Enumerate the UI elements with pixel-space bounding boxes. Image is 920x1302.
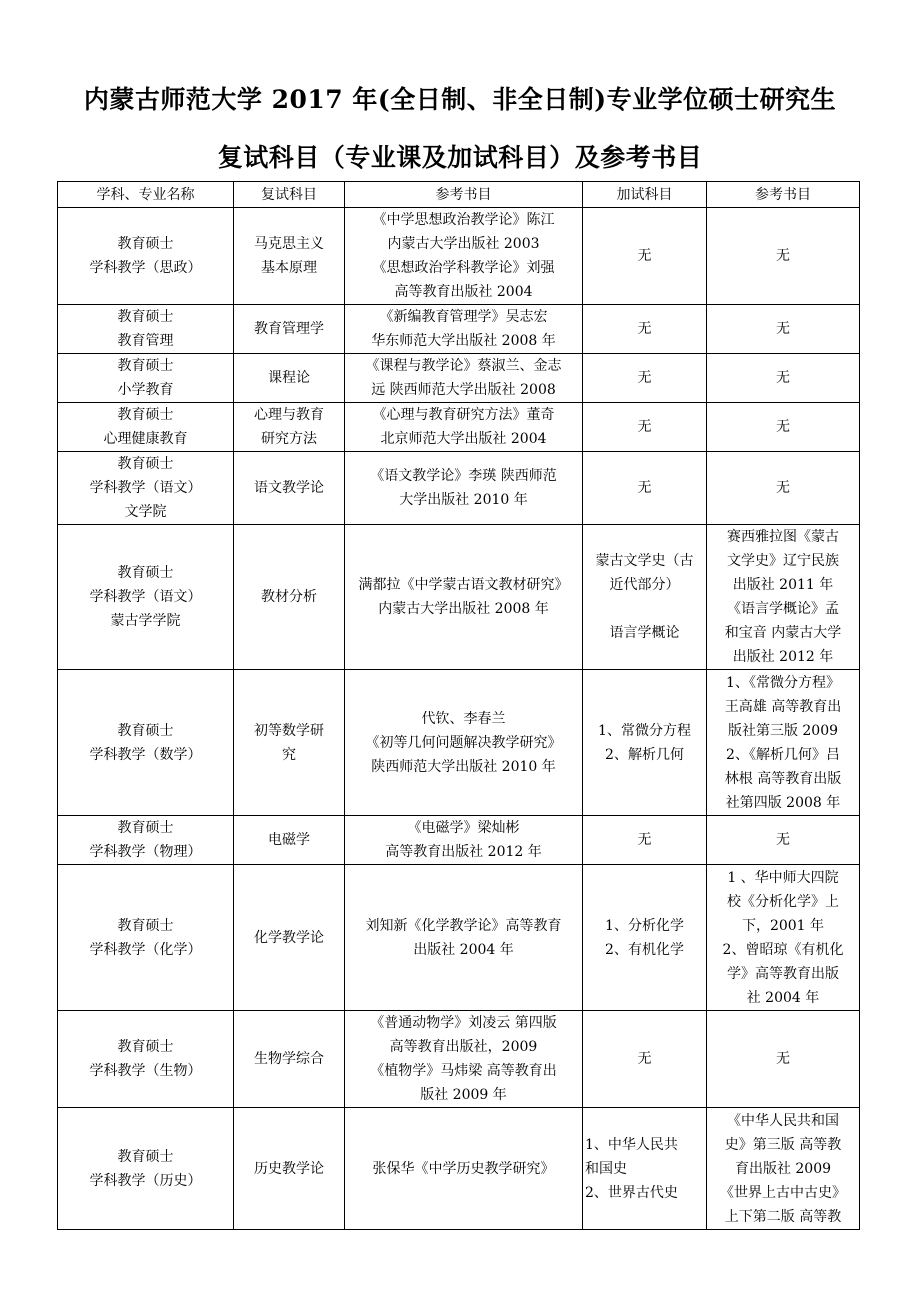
cell-extra-subject: 1、分析化学 2、有机化学	[583, 865, 707, 1011]
cell-retest-subject: 化学教学论	[234, 865, 345, 1011]
cell-extra-subject: 无	[583, 1011, 707, 1108]
table-row	[58, 1108, 860, 1230]
table-row	[58, 1011, 860, 1108]
cell-major: 教育硕士 学科教学（语文） 蒙古学学院	[58, 525, 234, 670]
cell-extra-subject: 1、中华人民共 和国史 2、世界古代史	[583, 1108, 707, 1230]
table-row	[58, 816, 860, 865]
cell-extra-reference-books: 无	[707, 305, 860, 354]
cell-retest-subject: 马克思主义 基本原理	[234, 208, 345, 305]
cell-extra-reference-books: 无	[707, 354, 860, 403]
cell-retest-subject: 生物学综合	[234, 1011, 345, 1108]
cell-major: 教育硕士 学科教学（思政）	[58, 208, 234, 305]
cell-major: 教育硕士 学科教学（数学）	[58, 670, 234, 816]
cell-extra-subject: 无	[583, 452, 707, 525]
cell-extra-reference-books: 无	[707, 816, 860, 865]
cell-retest-subject: 教材分析	[234, 525, 345, 670]
cell-reference-books: 《电磁学》梁灿彬 高等教育出版社 2012 年	[345, 816, 583, 865]
header-retest-subject: 复试科目	[234, 182, 345, 208]
cell-retest-subject: 初等数学研 究	[234, 670, 345, 816]
cell-reference-books: 《课程与教学论》蔡淑兰、金志 远 陕西师范大学出版社 2008	[345, 354, 583, 403]
table-row	[58, 452, 860, 525]
header-reference-books: 参考书目	[345, 182, 583, 208]
cell-extra-reference-books: 1、《常微分方程》 王高雄 高等教育出 版社第三版 2009 2、《解析几何》吕 林根 高等教育出版 社第四版 2008 年	[707, 670, 860, 816]
cell-extra-subject: 1、常微分方程 2、解析几何	[583, 670, 707, 816]
cell-extra-reference-books: 《中华人民共和国 史》第三版 高等教 育出版社 2009 《世界上古中古史》 上下第二版 高等教	[707, 1108, 860, 1230]
cell-reference-books: 《中学思想政治教学论》陈江 内蒙古大学出版社 2003 《思想政治学科教学论》刘强 高等教育出版社 2004	[345, 208, 583, 305]
cell-reference-books: 《语文教学论》李瑛 陕西师范 大学出版社 2010 年	[345, 452, 583, 525]
cell-extra-reference-books: 无	[707, 208, 860, 305]
cell-extra-subject: 无	[583, 208, 707, 305]
cell-major: 教育硕士 学科教学（语文） 文学院	[58, 452, 234, 525]
table-row	[58, 305, 860, 354]
page-title-line-2: 复试科目（专业课及加试科目）及参考书目	[217, 143, 703, 172]
header-major: 学科、专业名称	[58, 182, 234, 208]
header-extra-reference-books: 参考书目	[707, 182, 860, 208]
cell-retest-subject: 电磁学	[234, 816, 345, 865]
cell-major: 教育硕士 学科教学（化学）	[58, 865, 234, 1011]
course-table	[57, 181, 860, 1230]
table-row	[58, 403, 860, 452]
table-header-row	[58, 182, 860, 208]
cell-major: 教育硕士 学科教学（生物）	[58, 1011, 234, 1108]
cell-extra-reference-books: 无	[707, 403, 860, 452]
cell-extra-subject: 无	[583, 816, 707, 865]
table-row	[58, 670, 860, 816]
cell-reference-books: 代钦、李春兰 《初等几何问题解决教学研究》 陕西师范大学出版社 2010 年	[345, 670, 583, 816]
cell-reference-books: 满都拉《中学蒙古语文教材研究》 内蒙古大学出版社 2008 年	[345, 525, 583, 670]
cell-extra-reference-books: 赛西雅拉图《蒙古 文学史》辽宁民族 出版社 2011 年 《语言学概论》孟 和宝音 内蒙古大学 出版社 2012 年	[707, 525, 860, 670]
cell-extra-subject: 无	[583, 305, 707, 354]
cell-major: 教育硕士 教育管理	[58, 305, 234, 354]
page-title-line-1: 内蒙古师范大学 2017 年(全日制、非全日制)专业学位硕士研究生	[83, 85, 837, 114]
table-row	[58, 354, 860, 403]
cell-retest-subject: 教育管理学	[234, 305, 345, 354]
header-extra-subject: 加试科目	[583, 182, 707, 208]
cell-reference-books: 张保华《中学历史教学研究》	[345, 1108, 583, 1230]
cell-extra-subject: 蒙古文学史（古 近代部分） 语言学概论	[583, 525, 707, 670]
cell-major: 教育硕士 学科教学（历史）	[58, 1108, 234, 1230]
cell-extra-reference-books: 1 、华中师大四院 校《分析化学》上 下，2001 年 2、曾昭琼《有机化 学》高等教育出版 社 2004 年	[707, 865, 860, 1011]
cell-retest-subject: 历史教学论	[234, 1108, 345, 1230]
cell-reference-books: 《普通动物学》刘凌云 第四版 高等教育出版社，2009 《植物学》马炜梁 高等教育出 版社 2009 年	[345, 1011, 583, 1108]
cell-extra-reference-books: 无	[707, 452, 860, 525]
cell-reference-books: 刘知新《化学教学论》高等教育 出版社 2004 年	[345, 865, 583, 1011]
cell-major: 教育硕士 小学教育	[58, 354, 234, 403]
cell-extra-subject: 无	[583, 403, 707, 452]
cell-retest-subject: 课程论	[234, 354, 345, 403]
cell-reference-books: 《心理与教育研究方法》董奇 北京师范大学出版社 2004	[345, 403, 583, 452]
cell-major: 教育硕士 学科教学（物理）	[58, 816, 234, 865]
table-row	[58, 208, 860, 305]
table-row	[58, 525, 860, 670]
cell-retest-subject: 语文教学论	[234, 452, 345, 525]
table-row	[58, 865, 860, 1011]
cell-reference-books: 《新编教育管理学》吴志宏 华东师范大学出版社 2008 年	[345, 305, 583, 354]
cell-major: 教育硕士 心理健康教育	[58, 403, 234, 452]
cell-extra-subject: 无	[583, 354, 707, 403]
cell-retest-subject: 心理与教育 研究方法	[234, 403, 345, 452]
cell-extra-reference-books: 无	[707, 1011, 860, 1108]
